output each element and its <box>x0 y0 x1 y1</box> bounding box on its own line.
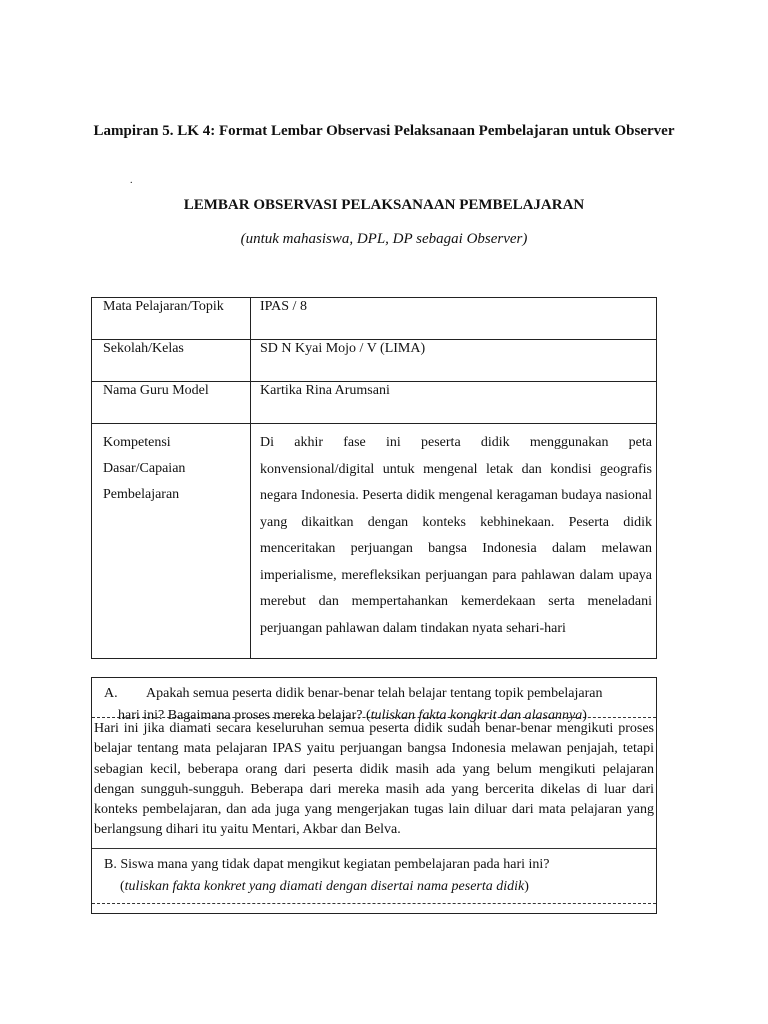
school-value: SD N Kyai Mojo / V (LIMA) <box>251 340 657 382</box>
teacher-label: Nama Guru Model <box>92 382 251 424</box>
answer-b-area <box>92 903 656 916</box>
question-b-line1: B. Siswa mana yang tidak dapat mengikut kegiatan pembelajaran pada hari ini? <box>104 857 550 872</box>
table-row-school <box>92 340 657 382</box>
question-b-line2-post: ) <box>524 879 529 894</box>
question-a-line2-pre: hari ini? Bagaimana proses mereka belajar? ( <box>118 708 371 723</box>
competency-label-line: Pembelajaran <box>103 487 180 502</box>
subject-label: Mata Pelajaran/Topik <box>92 298 251 340</box>
question-a-line2-post: ) <box>582 708 587 723</box>
document-subtitle: (untuk mahasiswa, DPL, DP sebagai Observer) <box>240 231 528 247</box>
table-row-teacher <box>92 382 657 424</box>
question-a-line1 <box>104 683 656 705</box>
stray-dot: . <box>130 175 133 186</box>
question-b-line2 <box>104 876 656 898</box>
question-b-line2-pre: ( <box>120 879 125 894</box>
appendix-title: Lampiran 5. LK 4: Format Lembar Observasi Pelaksanaan Pembelajaran untuk Observer <box>93 123 675 139</box>
table-row-subject <box>92 298 657 340</box>
teacher-value: Kartika Rina Arumsani <box>251 382 657 424</box>
answer-a: Hari ini jika diamati secara keseluruhan semua peserta didik sudah benar-benar mengikuti proses belajar tentang mata pelajaran IPAS yaitu perjuangan bangsa Indonesia melawan penjajah, tetapi sebagian kecil, beberapa orang dari peserta didik masih ada yang belum mengikuti pelajaran dengan sungguh-sungguh. Beberapa dari mereka masih ada yang bercerita dikelas di luar dari konteks pembelajaran, dan ada juga yang mengerjakan tugas lain diluar dari mata pelajaran yang berlangsung dihari itu yaitu Mentari, Akbar dan Belva. <box>92 717 656 848</box>
document-title: LEMBAR OBSERVASI PELAKSANAAN PEMBELAJARAN <box>183 197 585 213</box>
subject-value: IPAS / 8 <box>251 298 657 340</box>
observation-box <box>91 677 657 914</box>
question-b-hint: tuliskan fakta konkret yang diamati dengan disertai nama peserta didik <box>124 879 525 894</box>
question-a-letter: A. <box>104 686 118 701</box>
competency-text: Di akhir fase ini peserta didik menggunakan peta konvensional/digital untuk mengenal letak dan kondisi geografis negara Indonesia. Peserta didik mengenal keragaman budaya nasional yang dikaitkan dengan konteks kebhinekaan. Peserta didik menceritakan perjuangan bangsa Indonesia dalam melawan imperialisme, merefleksikan perjuangan para pahlawan dalam upaya merebut dan mempertahankan kemerdekaan serta meneladani perjuangan pahlawan dalam tindakan nyata sehari-hari <box>260 435 652 636</box>
table-row-competency <box>92 424 657 659</box>
competency-label-line: Dasar/Capaian <box>103 461 186 476</box>
info-table <box>91 297 657 659</box>
question-a-hint: tuliskan fakta kongkrit dan alasannya <box>370 708 583 723</box>
question-a-text: Apakah semua peserta didik benar-benar telah belajar tentang topik pembelajaran <box>146 686 603 701</box>
question-b <box>92 848 656 903</box>
competency-label <box>92 424 251 659</box>
question-a <box>92 678 656 723</box>
competency-label-line: Kompetensi <box>103 435 171 450</box>
school-label: Sekolah/Kelas <box>92 340 251 382</box>
competency-value <box>251 424 657 659</box>
